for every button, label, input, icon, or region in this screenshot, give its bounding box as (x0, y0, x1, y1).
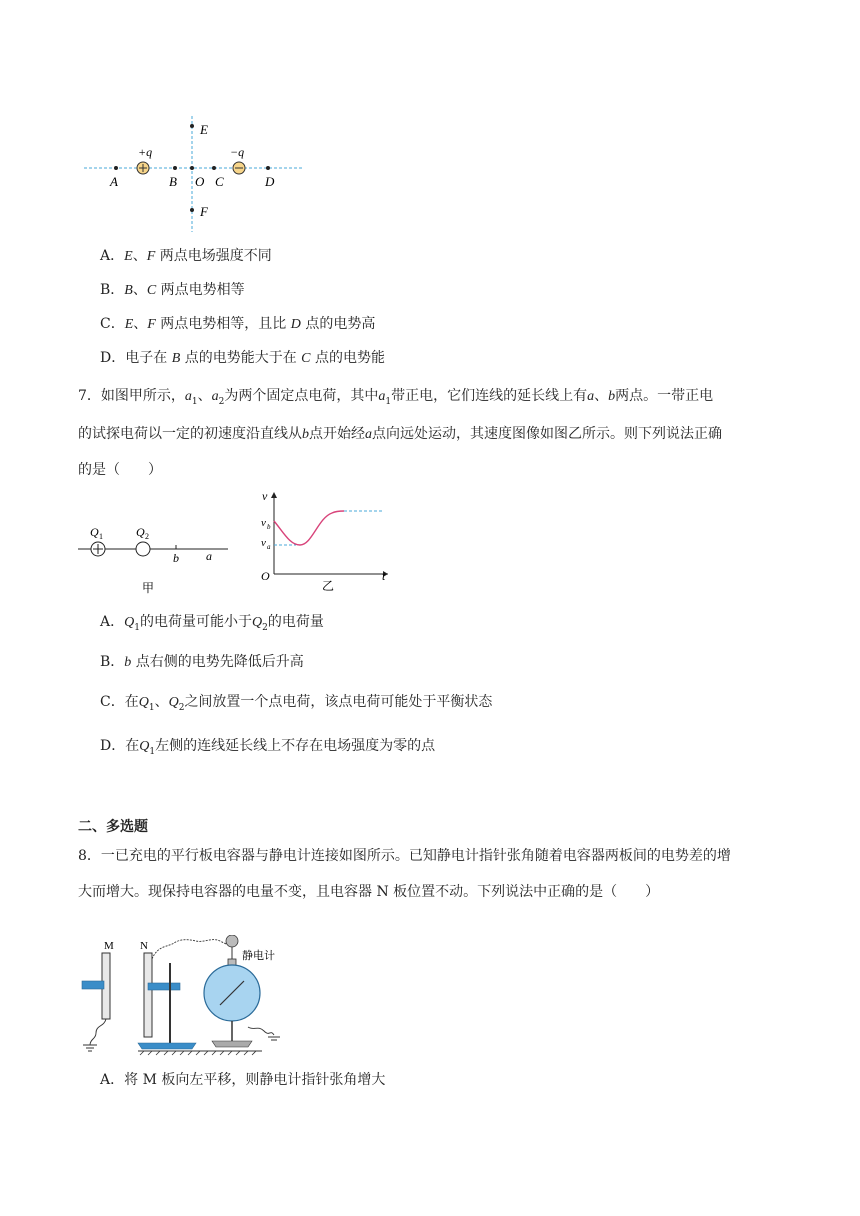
svg-text:v: v (262, 489, 268, 503)
svg-text:t: t (382, 569, 386, 583)
label-C: C (215, 174, 224, 189)
figure-q6-charges (80, 112, 310, 236)
q6-option-a[interactable]: A．E、F 两点电场强度不同 (100, 248, 272, 264)
svg-text:1: 1 (99, 532, 103, 541)
q7-option-d[interactable]: D．在$Q_1$左侧的连线延长线上不存在电场强度为零的点 (100, 738, 436, 757)
svg-text:静电计: 静电计 (242, 950, 275, 962)
q7-stem-line2: 的试探电荷以一定的初速度沿直线从b点开始经a点向远处运动，其速度图像如图乙所示。则下列说法正确 (78, 426, 722, 442)
label-E: E (200, 122, 208, 137)
q7-option-b[interactable]: B．b 点右侧的电势先降低后升高 (100, 654, 304, 670)
svg-text:b: b (267, 523, 271, 531)
charge-q1-icon (91, 542, 105, 556)
label-B: B (169, 174, 177, 189)
q7-stem-line1: 7．如图甲所示，$a_1$、$a_2$为两个固定点电荷，其中$a_1$带正电，它们连线的延长线上有a、b两点。一带正电 (78, 388, 714, 407)
q7-option-c[interactable]: C．在$Q_1$、$Q_2$之间放置一个点电荷，该点电荷可能处于平衡状态 (100, 694, 493, 713)
label-plus-q: +q (138, 145, 153, 159)
q7-option-a[interactable]: A．$Q_1$的电荷量可能小于$Q_2$的电荷量 (100, 614, 324, 633)
svg-text:v: v (261, 517, 266, 529)
svg-text:Q: Q (90, 525, 99, 539)
velocity-curve (274, 511, 344, 545)
section-title-multiple-choice: 二、多选题 (78, 819, 148, 835)
svg-text:甲: 甲 (142, 581, 155, 595)
point-O (190, 166, 194, 170)
label-minus-q: −q (230, 145, 245, 159)
svg-text:Q: Q (136, 525, 145, 539)
figure-q7-jia (78, 518, 238, 598)
charge-q2-icon (136, 542, 150, 556)
label-A: A (110, 174, 118, 189)
svg-text:v: v (261, 537, 266, 549)
point-F (190, 208, 194, 212)
label-D: D (265, 174, 275, 189)
figure-q7-yi (256, 488, 396, 594)
point-D (266, 166, 270, 170)
label-F: F (200, 204, 208, 219)
negative-charge-icon (233, 162, 245, 174)
svg-text:乙: 乙 (322, 579, 335, 593)
label-O: O (195, 174, 205, 189)
point-B (173, 166, 177, 170)
svg-text:N: N (140, 940, 148, 952)
q6-option-d[interactable]: D．电子在 B 点的电势能大于在 C 点的电势能 (100, 350, 385, 366)
q6-option-b[interactable]: B．B、C 两点电势相等 (100, 282, 245, 298)
q7-stem-line3: 的是（ ） (78, 462, 162, 478)
point-C (212, 166, 216, 170)
q8-stem-line2: 大而增大。现保持电容器的电量不变，且电容器 N 板位置不动。下列说法中正确的是（ ） (78, 884, 660, 900)
q6-option-c[interactable]: C．E、F 两点电势相等，且比 D 点的电势高 (100, 316, 376, 332)
point-E (190, 124, 194, 128)
point-A (114, 166, 118, 170)
svg-text:M: M (104, 940, 114, 952)
positive-charge-icon (137, 162, 149, 174)
svg-text:b: b (173, 551, 179, 565)
svg-text:a: a (206, 549, 212, 563)
svg-text:O: O (261, 569, 270, 583)
svg-text:a: a (267, 543, 271, 551)
figure-q8-capacitor-electrometer (78, 935, 298, 1059)
q8-option-a[interactable]: A．将 M 板向左平移，则静电计指针张角增大 (100, 1072, 386, 1088)
svg-text:2: 2 (145, 532, 149, 541)
q8-stem-line1: 8．一已充电的平行板电容器与静电计连接如图所示。已知静电计指针张角随着电容器两板间的电势差的增 (78, 848, 731, 864)
